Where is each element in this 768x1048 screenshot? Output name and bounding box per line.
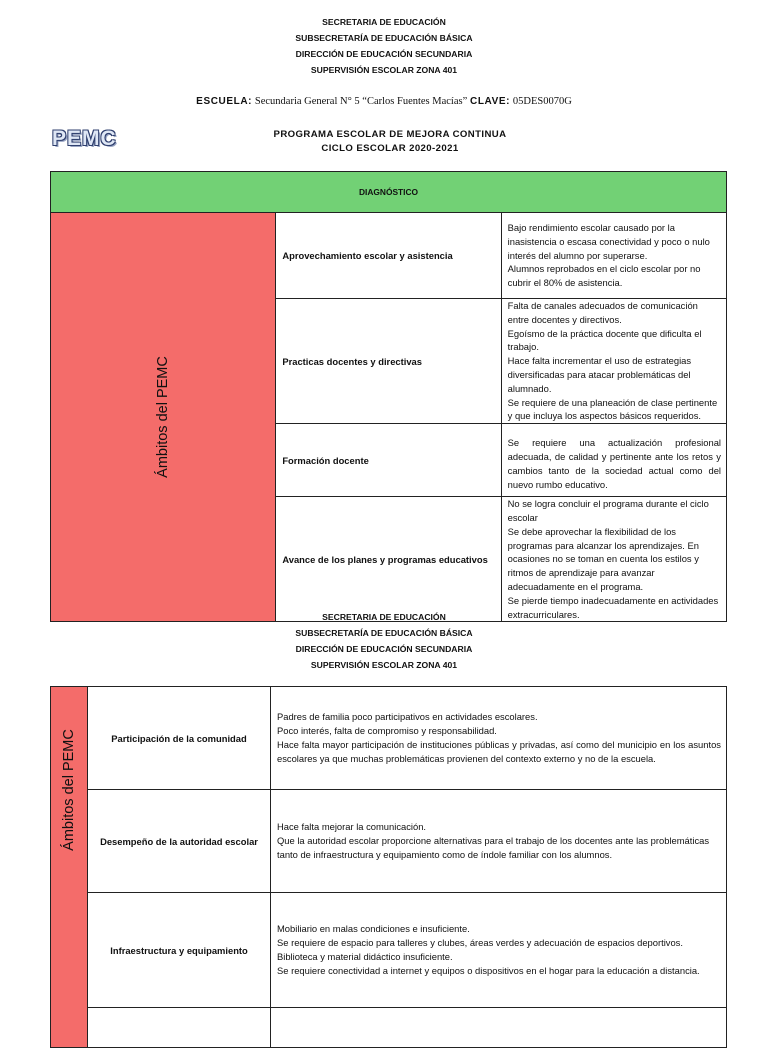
header-line: SUPERVISIÓN ESCOLAR ZONA 401 bbox=[310, 65, 458, 75]
description-line: Padres de familia poco participativos en actividades escolares. bbox=[277, 711, 538, 723]
description-line: Bajo rendimiento escolar causado por la inasistencia o escasa conectividad y poco o nulo interés del alumno por superarse. bbox=[507, 222, 710, 261]
description-line: Egoísmo de la práctica docente que dificulta el trabajo. bbox=[507, 327, 702, 353]
description-line: Hace falta incrementar el uso de estrategias diversificadas para atacar problemáticas del alumnado. bbox=[507, 355, 692, 394]
diagnostic-table bbox=[50, 171, 727, 622]
topic-cell: Desempeño de la autoridad escolar bbox=[88, 790, 271, 893]
description-cell bbox=[271, 790, 727, 893]
description-line: Se pierde tiempo inadecuadamente en actividades extracurriculares. bbox=[507, 594, 719, 620]
description-line: Poco interés, falta de compromiso y responsabilidad. bbox=[277, 725, 497, 737]
description-cell bbox=[501, 299, 726, 424]
description-line: Mobiliario en malas condiciones e insuficiente. bbox=[277, 923, 470, 935]
school-name: Secundaria General N° 5 “Carlos Fuentes Macías” bbox=[254, 96, 468, 107]
header-line: SECRETARIA DE EDUCACIÓN bbox=[322, 612, 446, 622]
topic-cell: Formación docente bbox=[276, 424, 501, 497]
program-title: PROGRAMA ESCOLAR DE MEJORA CONTINUA bbox=[273, 129, 507, 140]
topic-cell-empty bbox=[88, 1008, 271, 1048]
description-line: Alumnos reprobados en el ciclo escolar por no cubrir el 80% de asistencia. bbox=[507, 263, 701, 289]
program-title-block bbox=[200, 128, 580, 156]
description-line: Que la autoridad escolar proporcione alternativas para el trabajo de los docentes ante las problemáticas tanto de infraestructura y equipamiento como de índole familiar con los alumnos. bbox=[277, 835, 710, 860]
program-cycle: CICLO ESCOLAR 2020-2021 bbox=[321, 143, 459, 154]
description-cell bbox=[501, 497, 726, 622]
description-cell bbox=[271, 687, 727, 790]
description-cell bbox=[501, 213, 726, 299]
header-line: SECRETARIA DE EDUCACIÓN bbox=[322, 17, 446, 27]
header-line: SUBSECRETARÍA DE EDUCACIÓN BÁSICA bbox=[295, 628, 473, 638]
side-label: Ámbitos del PEMC bbox=[61, 729, 77, 851]
description-line: Se requiere de espacio para talleres y clubes, áreas verdes y adecuación de espacios deportivos. bbox=[277, 937, 683, 949]
description-line: Se debe aprovechar la flexibilidad de los programas para alcanzar los aprendizajes. En ocasiones no se toman en cuenta los estilos y ritmos de aprendizaje para avanzar adecuadamente en el programa. bbox=[507, 525, 699, 592]
description-line: Hace falta mejorar la comunicación. bbox=[277, 821, 427, 833]
clave-label: CLAVE: bbox=[470, 96, 511, 107]
description-line: Se requiere una actualización profesional adecuada, de calidad y pertinente ante los retos y cambios tanto de la sociedad actual como del nuevo rumbo educativo. bbox=[507, 437, 721, 490]
table-row bbox=[51, 790, 727, 893]
diagnostic-heading: DIAGNÓSTICO bbox=[51, 172, 727, 213]
side-label-cell bbox=[51, 687, 88, 1048]
table-row bbox=[51, 893, 727, 1008]
pemc-table-2 bbox=[50, 686, 727, 1048]
table-row bbox=[51, 213, 727, 299]
description-line: Falta de canales adecuados de comunicación entre docentes y directivos. bbox=[507, 300, 698, 325]
topic-cell: Practicas docentes y directivas bbox=[276, 299, 501, 424]
topic-cell: Aprovechamiento escolar y asistencia bbox=[276, 213, 501, 299]
school-label: ESCUELA: bbox=[196, 96, 253, 107]
school-info bbox=[0, 96, 768, 107]
header-line: DIRECCIÓN DE EDUCACIÓN SECUNDARIA bbox=[295, 644, 473, 654]
topic-cell: Avance de los planes y programas educativos bbox=[276, 497, 501, 622]
description-line: Biblioteca y material didáctico insuficiente. bbox=[277, 951, 453, 962]
table-row bbox=[51, 687, 727, 790]
description-line: Se requiere de una planeación de clase pertinente y que incluya los aspectos básicos requeridos. bbox=[507, 396, 718, 422]
description-line: No se logra concluir el programa durante el ciclo escolar bbox=[507, 498, 709, 523]
header-line: DIRECCIÓN DE EDUCACIÓN SECUNDARIA bbox=[295, 49, 473, 59]
description-cell bbox=[501, 424, 726, 497]
description-cell-empty bbox=[271, 1008, 727, 1048]
pemc-logo: PEMC bbox=[52, 127, 117, 150]
topic-cell: Infraestructura y equipamiento bbox=[88, 893, 271, 1008]
side-label: Ámbitos del PEMC bbox=[155, 356, 172, 479]
description-line: Hace falta mayor participación de instituciones públicas y privadas, así como del municipio en los asuntos escolares ya que muchas problemáticas provienen del contexto externo y no de la escuela. bbox=[277, 739, 721, 764]
side-label-cell bbox=[51, 213, 276, 622]
table-row-partial bbox=[51, 1008, 727, 1048]
document-header bbox=[0, 14, 768, 78]
description-line: Se requiere conectividad a internet y equipos o dispositivos en el hogar para la educación a distancia. bbox=[277, 964, 700, 976]
header-line: SUPERVISIÓN ESCOLAR ZONA 401 bbox=[310, 660, 458, 670]
school-clave: 05DES0070G bbox=[512, 96, 572, 107]
document-header-2 bbox=[0, 609, 768, 673]
header-line: SUBSECRETARÍA DE EDUCACIÓN BÁSICA bbox=[295, 33, 473, 43]
description-cell bbox=[271, 893, 727, 1008]
topic-cell: Participación de la comunidad bbox=[88, 687, 271, 790]
